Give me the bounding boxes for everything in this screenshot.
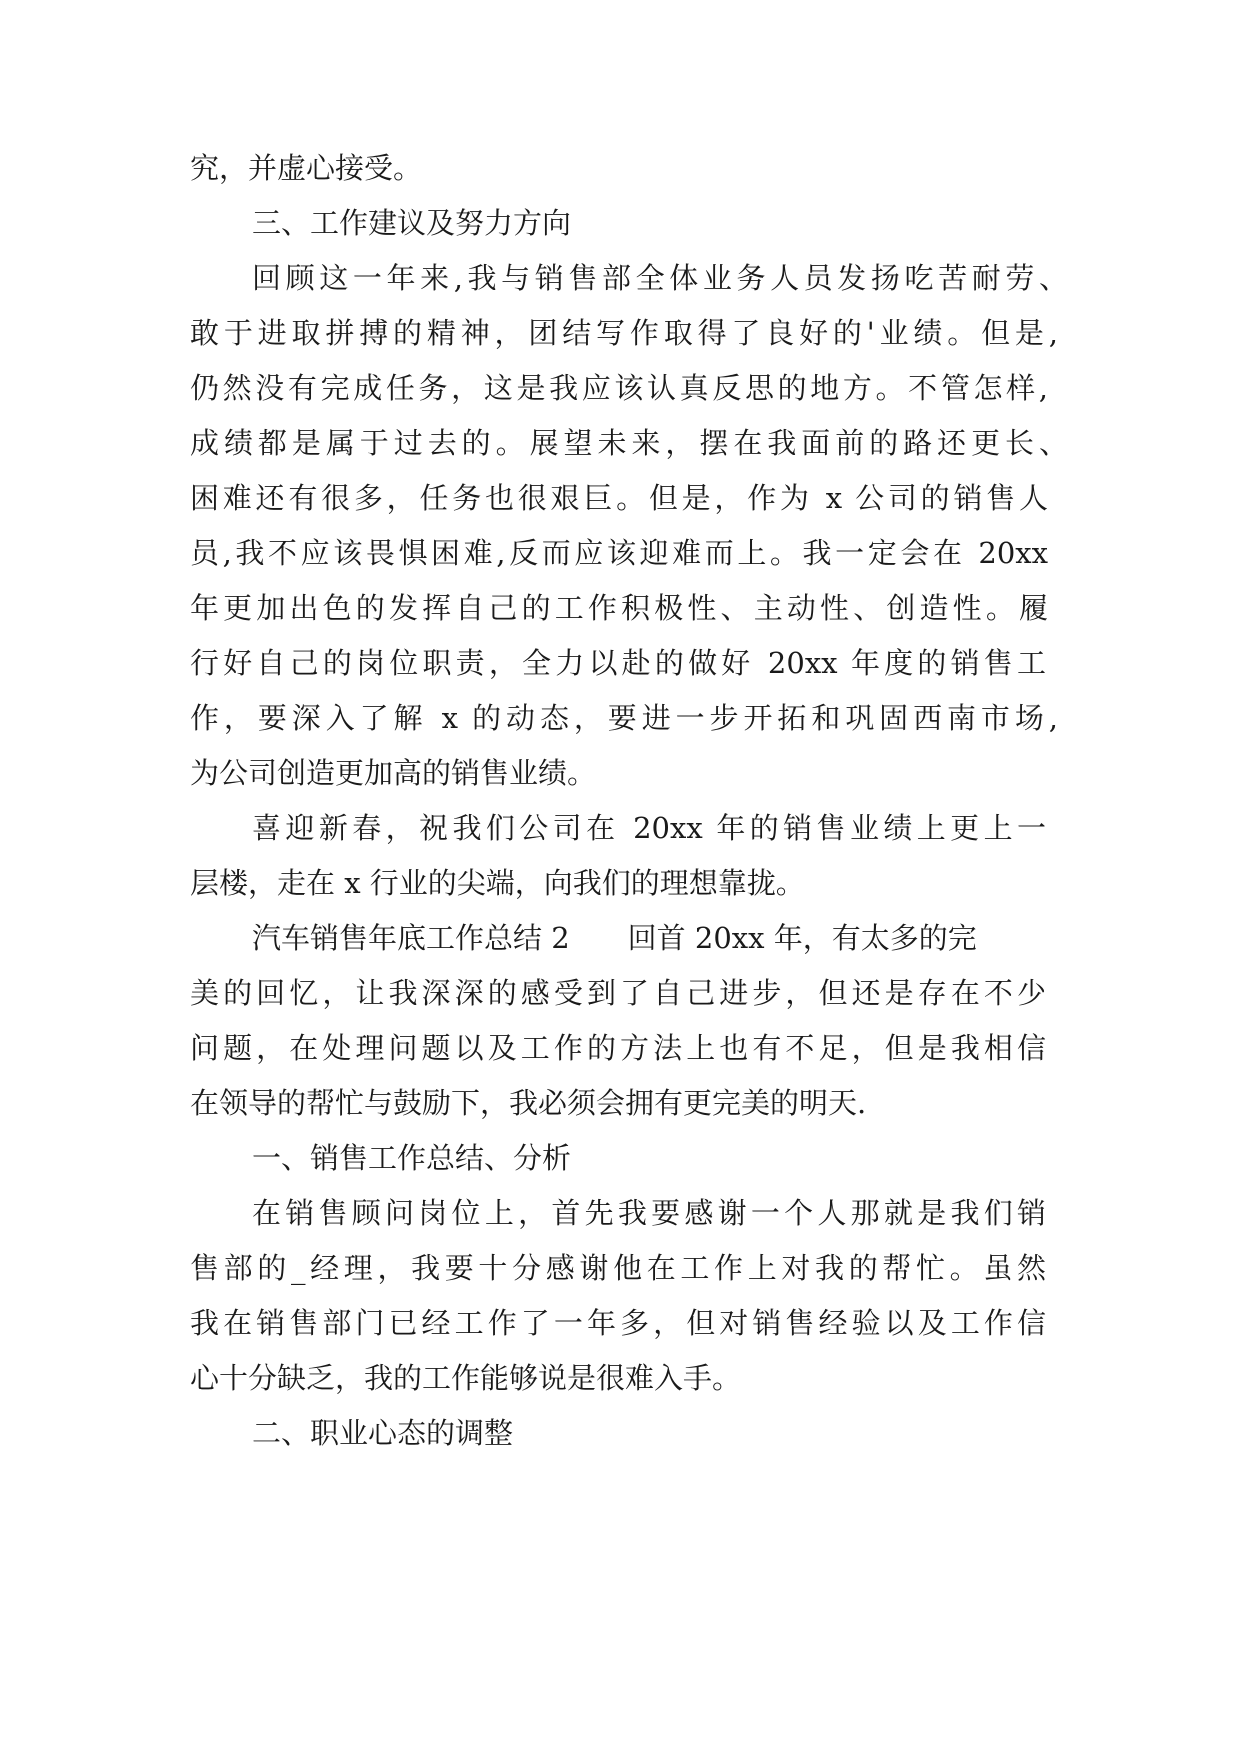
text-line: 层楼，走在 x 行业的尖端，向我们的理想靠拢。 [190,866,805,900]
text-line: 我在销售部门已经工作了一年多，但对销售经验以及工作信 [190,1306,1046,1340]
text-line: 究，并虚心接受。 [190,151,423,185]
section-title-line: 汽车销售年底工作总结 2 回首 20xx 年，有太多的完 [252,921,977,955]
text-line: 回顾这一年来,我与销售部全体业务人员发扬吃苦耐劳、 [252,261,1068,295]
section-heading: 二、职业心态的调整 [252,1416,514,1450]
text-line: 作，要深入了解 x 的动态，要进一步开拓和巩固西南市场, [190,701,1058,735]
text-line: 仍然没有完成任务，这是我应该认真反思的地方。不管怎样, [190,371,1048,405]
text-line: 困难还有很多，任务也很艰巨。但是，作为 x 公司的销售人 [190,481,1048,515]
text-line: 成绩都是属于过去的。展望未来，摆在我面前的路还更长、 [190,426,1068,460]
text-line: 年更加出色的发挥自己的工作积极性、主动性、创造性。履 [190,591,1048,625]
section-heading: 一、销售工作总结、分析 [252,1141,572,1175]
text-line: 敢于进取拼搏的精神，团结写作取得了良好的'业绩。但是, [190,316,1058,350]
text-line: 美的回忆，让我深深的感受到了自己进步，但还是存在不少 [190,976,1046,1010]
text-line: 员,我不应该畏惧困难,反而应该迎难而上。我一定会在 20xx [190,536,1048,570]
text-line: 喜迎新春，祝我们公司在 20xx 年的销售业绩上更上一 [252,811,1046,845]
text-line: 问题，在处理问题以及工作的方法上也有不足，但是我相信 [190,1031,1046,1065]
text-line: 为公司创造更加高的销售业绩。 [190,756,597,790]
text-line: 在领导的帮忙与鼓励下，我必须会拥有更完美的明天. [190,1086,867,1120]
text-line: 在销售顾问岗位上，首先我要感谢一个人那就是我们销 [252,1196,1046,1230]
section-heading: 三、工作建议及努力方向 [252,206,572,240]
text-line: 心十分缺乏，我的工作能够说是很难入手。 [190,1361,742,1395]
text-line: 行好自己的岗位职责，全力以赴的做好 20xx 年度的销售工 [190,646,1046,680]
text-line: 售部的_经理，我要十分感谢他在工作上对我的帮忙。虽然 [190,1251,1046,1285]
